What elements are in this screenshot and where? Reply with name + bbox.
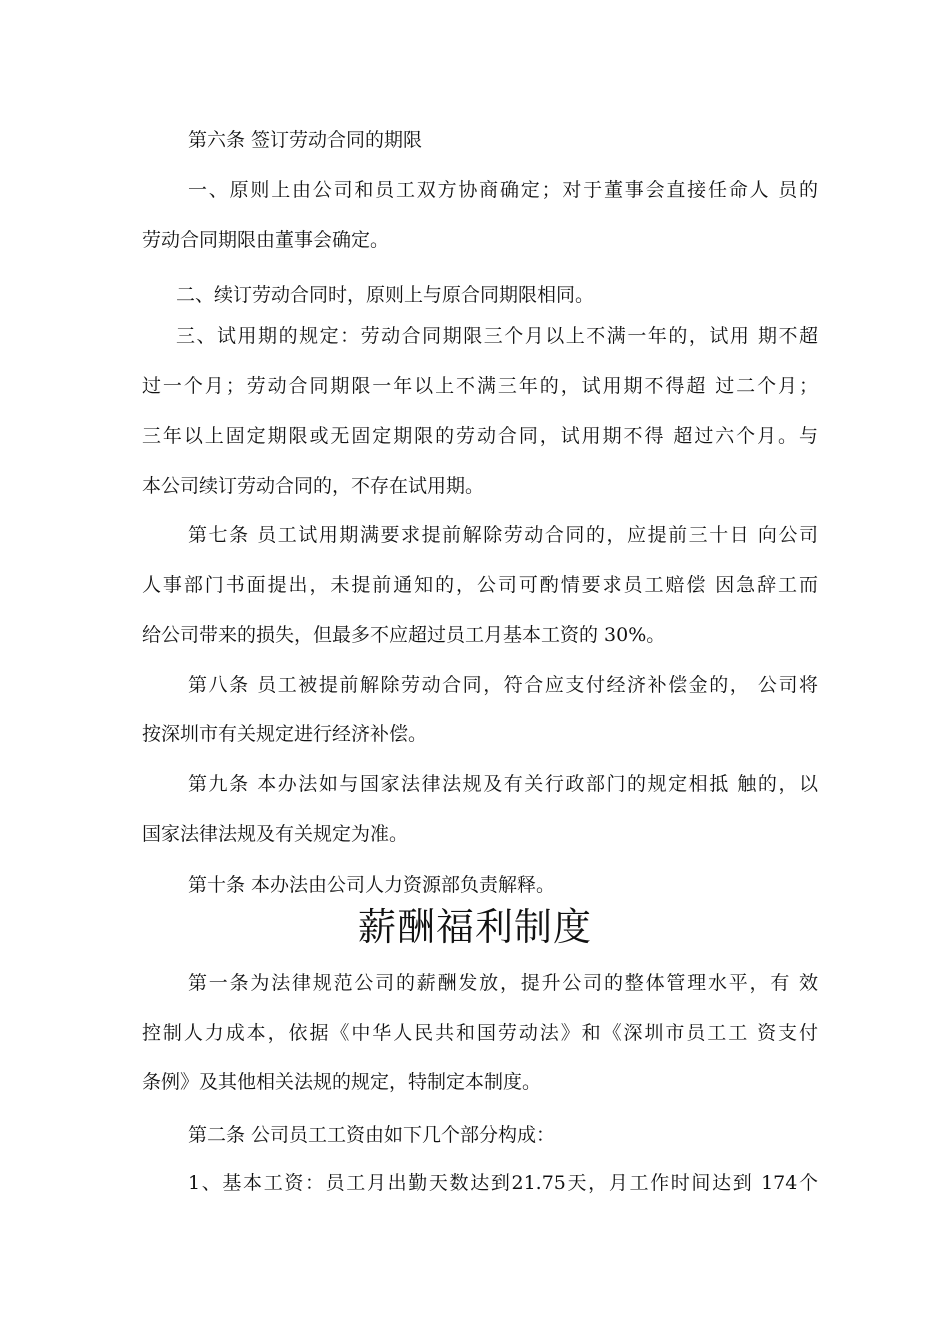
section-article-1-line-3: 条例》及其他相关法规的规定，特制定本制度。 — [142, 1071, 542, 1093]
article-6-heading: 第六条 签订劳动合同的期限 — [188, 129, 423, 151]
article-6-p3-line-2: 过一个月；劳动合同期限一年以上不满三年的，试用期不得超 过二个月； — [142, 375, 818, 397]
salary-item-1: 1、基本工资：员工月出勤天数达到21.75天，月工作时间达到 174个 — [188, 1172, 818, 1194]
article-7-line-1: 第七条 员工试用期满要求提前解除劳动合同的，应提前三十日 向公司 — [188, 524, 818, 546]
article-7-line-2: 人事部门书面提出，未提前通知的，公司可酌情要求员工赔偿 因急辞工而 — [142, 574, 818, 596]
article-6-p1-line-1: 一、原则上由公司和员工双方协商确定；对于董事会直接任命人 员的 — [188, 179, 818, 201]
section-article-2: 第二条 公司员工工资由如下几个部分构成： — [188, 1124, 556, 1146]
article-6-p2: 二、续订劳动合同时，原则上与原合同期限相同。 — [176, 284, 595, 306]
article-6-p3-line-1: 三、试用期的规定：劳动合同期限三个月以上不满一年的，试用 期不超 — [176, 325, 818, 347]
article-6-p1-line-2: 劳动合同期限由董事会确定。 — [142, 229, 390, 251]
article-6-p3-line-4: 本公司续订劳动合同的，不存在试用期。 — [142, 475, 485, 497]
section-article-1-line-1: 第一条为法律规范公司的薪酬发放，提升公司的整体管理水平，有 效 — [188, 972, 818, 994]
section-title: 薪酬福利制度 — [357, 905, 592, 949]
article-8-line-1: 第八条 员工被提前解除劳动合同，符合应支付经济补偿金的， 公司将 — [188, 674, 818, 696]
article-9-line-1: 第九条 本办法如与国家法律法规及有关行政部门的规定相抵 触的，以 — [188, 773, 818, 795]
section-article-1-line-2: 控制人力成本，依据《中华人民共和国劳动法》和《深圳市员工工 资支付 — [142, 1022, 818, 1044]
article-6-p3-line-3: 三年以上固定期限或无固定期限的劳动合同，试用期不得 超过六个月。与 — [142, 425, 818, 447]
article-8-line-2: 按深圳市有关规定进行经济补偿。 — [142, 723, 428, 745]
article-9-line-2: 国家法律法规及有关规定为准。 — [142, 823, 409, 845]
article-10: 第十条 本办法由公司人力资源部负责解释。 — [188, 874, 556, 896]
article-7-line-3: 给公司带来的损失，但最多不应超过员工月基本工资的 30%。 — [142, 624, 666, 646]
